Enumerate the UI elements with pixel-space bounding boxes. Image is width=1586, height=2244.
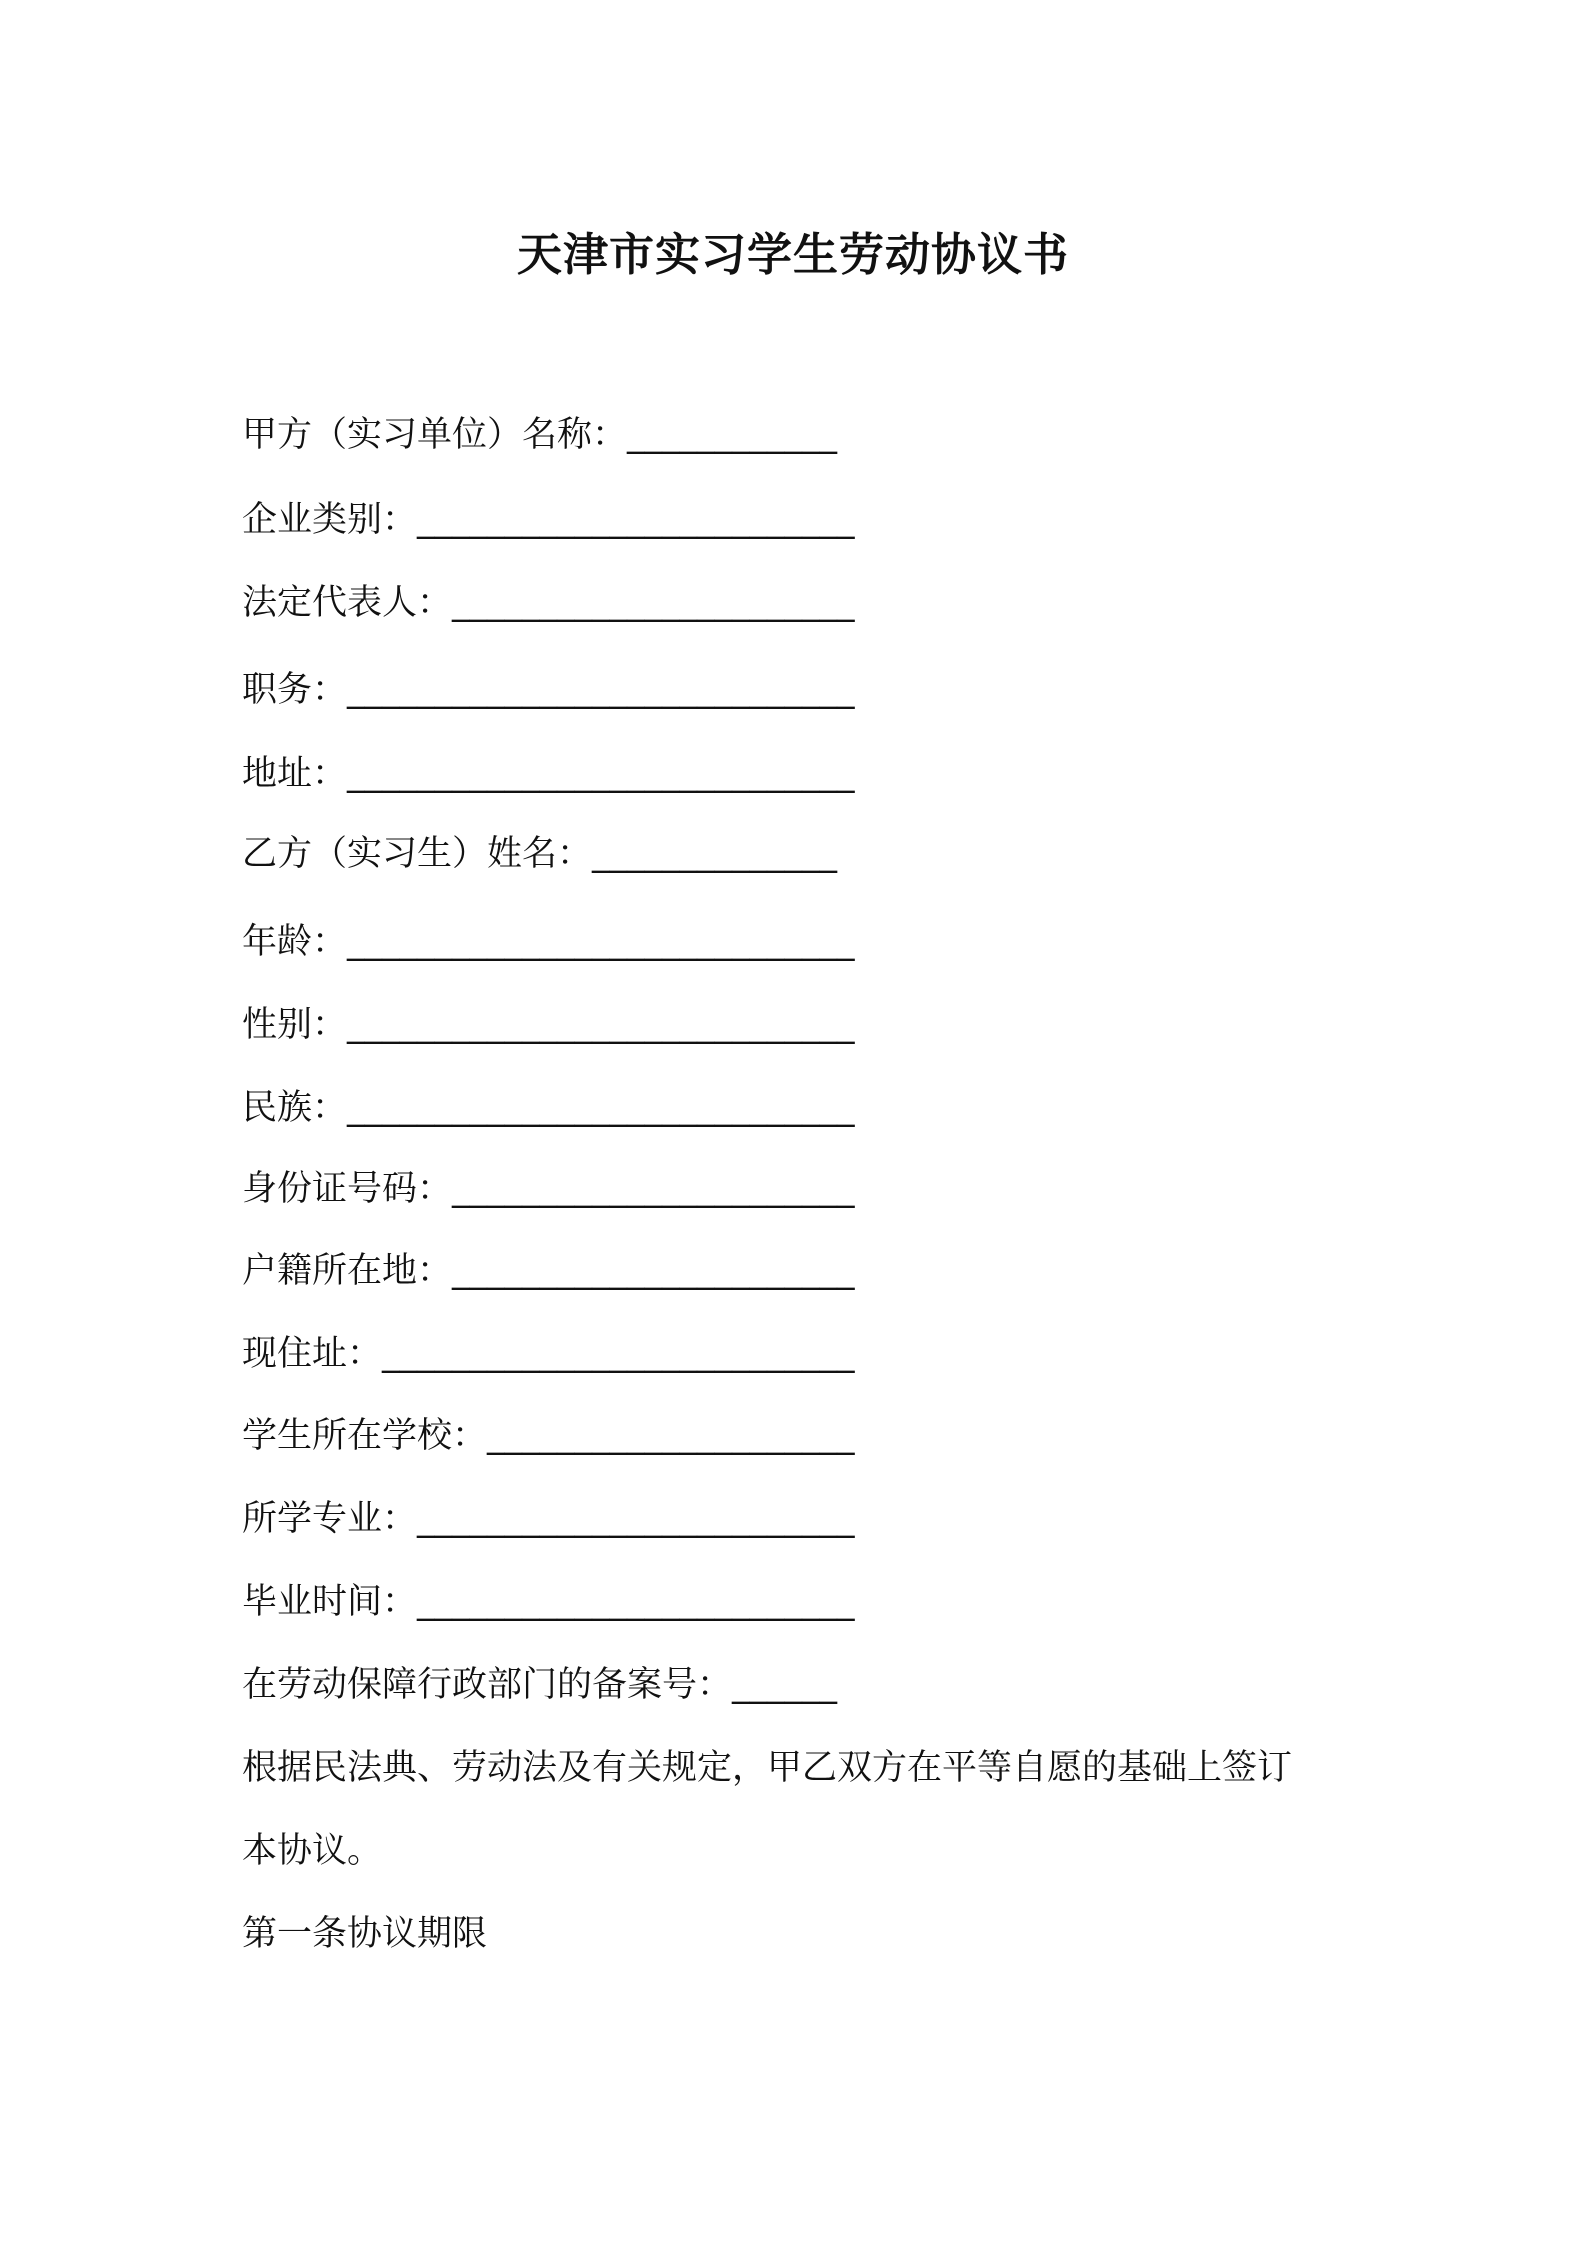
fill-blank[interactable]: _________________________ [417, 1499, 855, 1539]
field-label: 甲方（实习单位）名称： [242, 415, 628, 455]
field-ethnicity [242, 1083, 855, 1133]
fill-blank[interactable]: _____________________________ [347, 1088, 855, 1128]
field-enterprise-category [242, 495, 855, 545]
field-household-registration [242, 1246, 855, 1296]
fill-blank[interactable]: _____________________________ [347, 1005, 855, 1045]
fill-blank[interactable]: ___________________________ [382, 1334, 855, 1374]
fill-blank[interactable]: ____________ [627, 415, 838, 455]
fill-blank[interactable]: ______ [732, 1665, 838, 1705]
field-party-a-name [242, 410, 837, 460]
fill-blank[interactable]: _____________________________ [347, 670, 855, 710]
field-party-b-name [242, 829, 837, 879]
field-label: 地址： [242, 754, 348, 794]
field-label: 法定代表人： [242, 583, 453, 623]
field-label: 现住址： [242, 1334, 383, 1374]
field-label: 所学专业： [242, 1499, 418, 1539]
field-label: 毕业时间： [242, 1582, 418, 1622]
field-gender [242, 1000, 855, 1050]
fill-blank[interactable]: _______________________ [452, 583, 855, 623]
field-school [242, 1411, 855, 1461]
fill-blank[interactable]: ______________ [592, 834, 838, 874]
field-label: 乙方（实习生）姓名： [242, 834, 593, 874]
field-label: 在劳动保障行政部门的备案号： [242, 1665, 733, 1705]
field-label: 身份证号码： [242, 1169, 453, 1209]
field-major [242, 1494, 855, 1544]
field-label: 年龄： [242, 922, 348, 962]
fill-blank[interactable]: _________________________ [417, 1582, 855, 1622]
field-address [242, 749, 855, 799]
field-id-number [242, 1164, 855, 1214]
document-title: 天津市实习学生劳动协议书 [516, 228, 1069, 281]
fill-blank[interactable]: _______________________ [452, 1169, 855, 1209]
fill-blank[interactable]: _____________________________ [347, 922, 855, 962]
field-age [242, 917, 855, 967]
field-legal-representative [242, 578, 855, 628]
agreement-paragraph-line-1: 根据民法典、劳动法及有关规定，甲乙双方在平等自愿的基础上签订 [242, 1748, 1293, 1788]
section-heading: 第一条协议期限 [242, 1914, 488, 1954]
field-label: 性别： [242, 1005, 348, 1045]
fill-blank[interactable]: _________________________ [417, 500, 855, 540]
field-label: 企业类别： [242, 500, 418, 540]
field-current-address [242, 1329, 855, 1379]
field-position [242, 665, 855, 715]
field-graduation-time [242, 1577, 855, 1627]
field-label: 民族： [242, 1088, 348, 1128]
fill-blank[interactable]: _____________________________ [347, 754, 855, 794]
agreement-paragraph-line-2: 本协议。 [242, 1831, 383, 1871]
field-label: 户籍所在地： [242, 1251, 453, 1291]
field-filing-number [242, 1660, 837, 1710]
field-label: 学生所在学校： [242, 1416, 488, 1456]
fill-blank[interactable]: _____________________ [487, 1416, 855, 1456]
field-label: 职务： [242, 670, 348, 710]
fill-blank[interactable]: _______________________ [452, 1251, 855, 1291]
